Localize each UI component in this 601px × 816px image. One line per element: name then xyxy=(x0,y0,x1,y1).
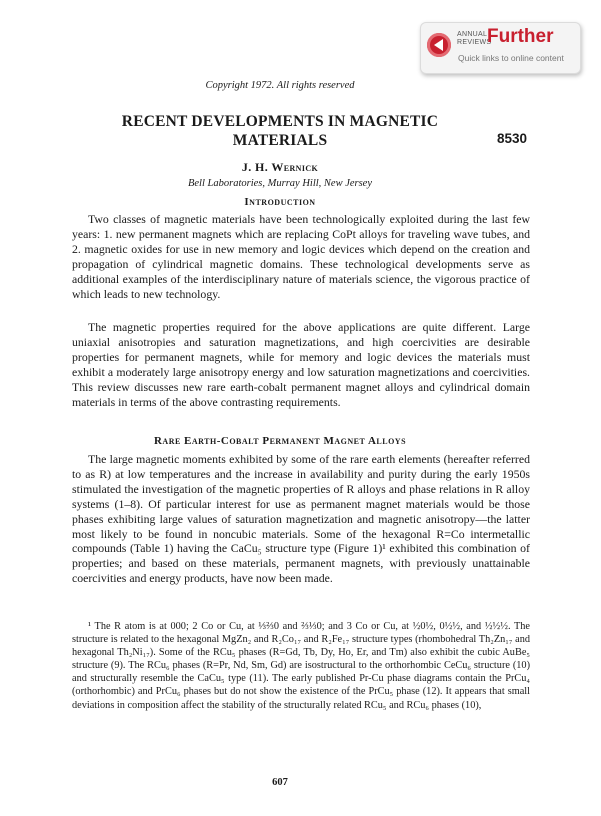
author-affiliation: Bell Laboratories, Murray Hill, New Jersey xyxy=(187,178,373,189)
footnote: ¹ The R atom is at 000; 2 Co or Cu, at ⅓⅔0 and ⅔⅓0; and 3 Co or Cu, at ½0½, 0½½, and ½½½. The structure is related to the hexagonal MgZn₂ and R₂Co₁₇ and R₂Fe₁₇ structure types (rhombohedral Th₂Zn₁₇ and hexagonal Th₂Ni₁₇). Some of the RCu₅ phases (R=Gd, Tb, Dy, Ho, Er, and Tm) also exhibit the cubic AuBe₅ structure (9). The RCu₆ phases (R=Pr, Nd, Sm, Gd) are isostructural to the orthorhombic CeCu₆ structure (10) and structurally resemble the CaCu₅ type (11). The early published Pr-Cu phase diagrams contain the PrCu₄ (orthorhombic) and PrCu₆ phases but do not show the existence of the PrCu₅ phase (12). It appears that small deviations in composition affect the stability of the structurally related RCu₅ and RCu₆ phases (10), xyxy=(72,621,530,711)
author-name: J. H. Wernick xyxy=(241,160,319,174)
intro-paragraph-1: Two classes of magnetic materials have been technologically exploited during the last few years: 1. new permanent magnets which are replacing CoPt alloys for traveling wave tubes, and 2. magnetic oxides for use in new memory and logic devices which depend on the creation and propagation of cylindrical magnetic domains. These technological developments serve as additional examples of the interdisciplinary nature of materials science, the vigorous practice of which leads to new technology. xyxy=(72,212,530,301)
page-number: 607 xyxy=(272,777,288,788)
banner-subtitle: Quick links to online content xyxy=(458,53,564,63)
annual-reviews-label: ANNUAL REVIEWS xyxy=(457,31,492,46)
intro-paragraph-2: The magnetic properties required for the above applications are quite different. Large uniaxial anisotropies and saturation magnetizations, and high coercivities are desirable properties for permanent magnets, while for memory and logic devices the materials must exhibit a moderately large anisotropy energy and low saturation magnetizations and coercivities. This review discusses new rare earth-cobalt permanent magnet alloys and cylindrical domain materials in terms of the above contrasting requirements. xyxy=(72,320,530,409)
further-brand: Further xyxy=(487,26,554,47)
article-code: 8530 xyxy=(497,131,528,146)
rare-earth-paragraph-1: The large magnetic moments exhibited by some of the rare earth elements (hereafter referred to as R) at low temperatures and the increase in availability and purity during the early 1950s stimulated the investigation of the magnetic properties of R alloys and phase relations in R alloy systems (1–8). Of particular interest for use as permanent magnet materials would be those phases exhibiting large values of saturation magnetization and magnetic anisotropy—the latter most likely to be found in noncubic materials. Some of the hexagonal R=Co intermetallic compounds (Table 1) having the CaCu₅ structure type (Figure 1)¹ exhibited this combination of properties; and based on these materials, permanent magnets, with previously unattainable coercivities and energy products, have now been made. xyxy=(72,452,530,586)
play-icon[interactable] xyxy=(427,33,451,57)
copyright-line: Copyright 1972. All rights reserved xyxy=(205,80,355,91)
annual-reviews-further-banner[interactable] xyxy=(420,22,581,74)
article-title: RECENT DEVELOPMENTS IN MAGNETIC MATERIALS xyxy=(121,113,439,149)
section-heading-introduction: Introduction xyxy=(244,196,316,208)
section-heading-rare-earth: Rare Earth-Cobalt Permanent Magnet Alloys xyxy=(153,435,407,447)
